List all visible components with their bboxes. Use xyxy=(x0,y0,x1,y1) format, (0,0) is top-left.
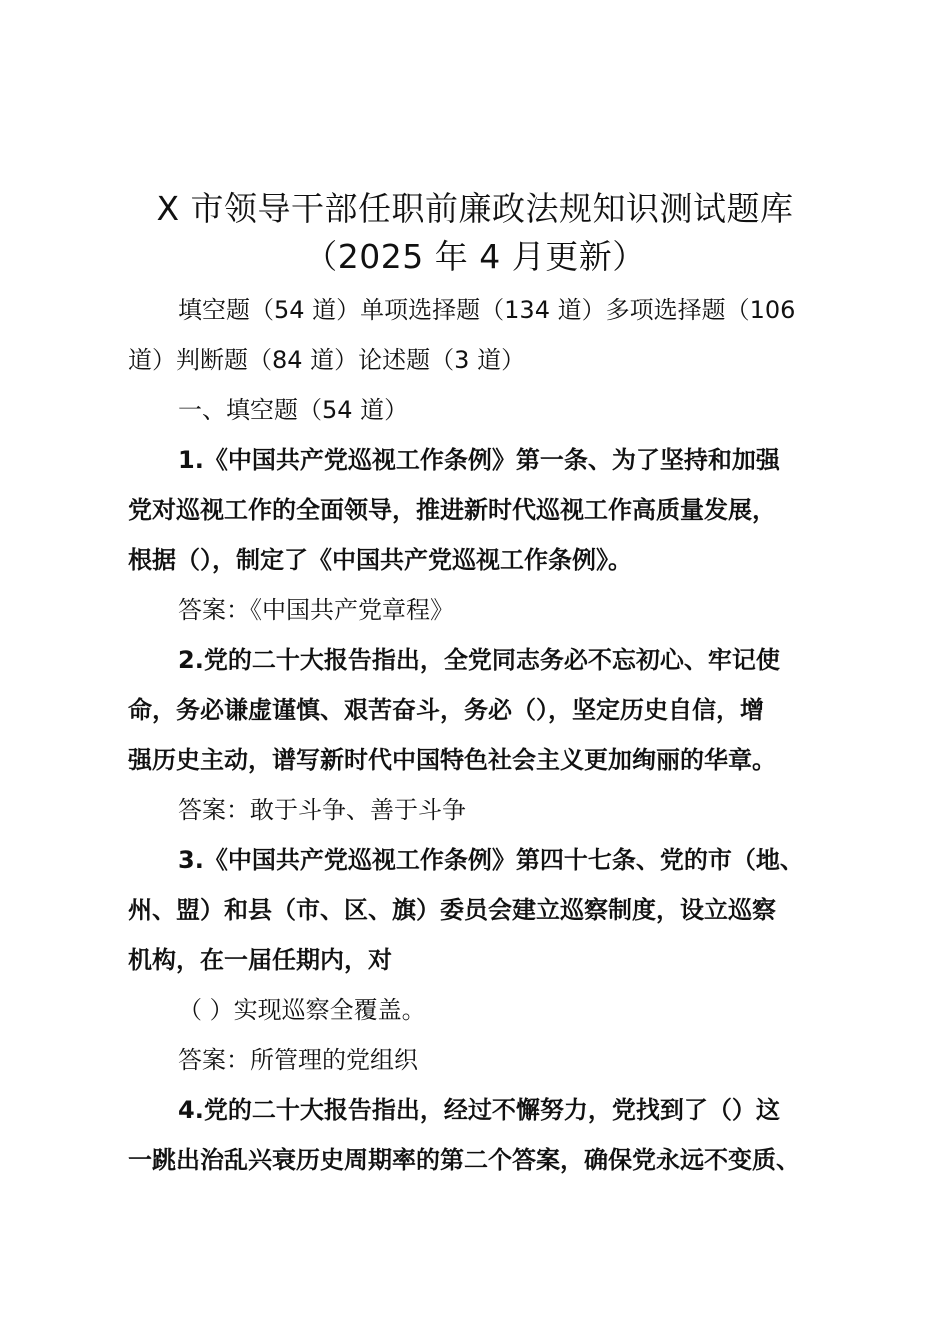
question-3-line-1: 3.《中国共产党巡视工作条例》第四十七条、党的市（地、 xyxy=(178,846,804,874)
question-4-line-2: 一跳出治乱兴衰历史周期率的第二个答案，确保党永远不变质、 xyxy=(128,1146,800,1174)
question-1-line-1: 1.《中国共产党巡视工作条例》第一条、为了坚持和加强 xyxy=(178,446,780,474)
question-3-line-2: 州、盟）和县（市、区、旗）委员会建立巡察制度，设立巡察 xyxy=(128,896,776,924)
question-2-line-2: 命，务必谦虚谨慎、艰苦奋斗，务必（），坚定历史自信，增 xyxy=(128,696,764,724)
question-2-line-1: 2.党的二十大报告指出，全党同志务必不忘初心、牢记使 xyxy=(178,646,780,674)
summary-line-2: 道）判断题（84 道）论述题（3 道） xyxy=(128,346,526,374)
answer-2: 答案：敢于斗争、善于斗争 xyxy=(178,796,466,824)
question-3-line-3: 机构，在一届任期内，对 xyxy=(128,946,392,974)
question-2-line-3: 强历史主动，谱写新时代中国特色社会主义更加绚丽的华章。 xyxy=(128,746,776,774)
question-1-line-2: 党对巡视工作的全面领导，推进新时代巡视工作高质量发展， xyxy=(128,496,776,524)
answer-1: 答案：《中国共产党章程》 xyxy=(178,596,454,624)
section-heading-fill-blank: 一、填空题（54 道） xyxy=(178,396,409,424)
answer-3: 答案：所管理的党组织 xyxy=(178,1046,418,1074)
question-1-line-3: 根据（），制定了《中国共产党巡视工作条例》。 xyxy=(128,546,632,574)
question-3-line-4: （ ）实现巡察全覆盖。 xyxy=(178,996,426,1024)
doc-title-line2: （2025 年 4 月更新） xyxy=(304,237,646,276)
question-4-line-1: 4.党的二十大报告指出，经过不懈努力，党找到了（）这 xyxy=(178,1096,780,1124)
summary-line-1: 填空题（54 道）单项选择题（134 道）多项选择题（106 xyxy=(178,296,796,324)
doc-title-line1: X 市领导干部任职前廉政法规知识测试题库 xyxy=(156,189,794,228)
